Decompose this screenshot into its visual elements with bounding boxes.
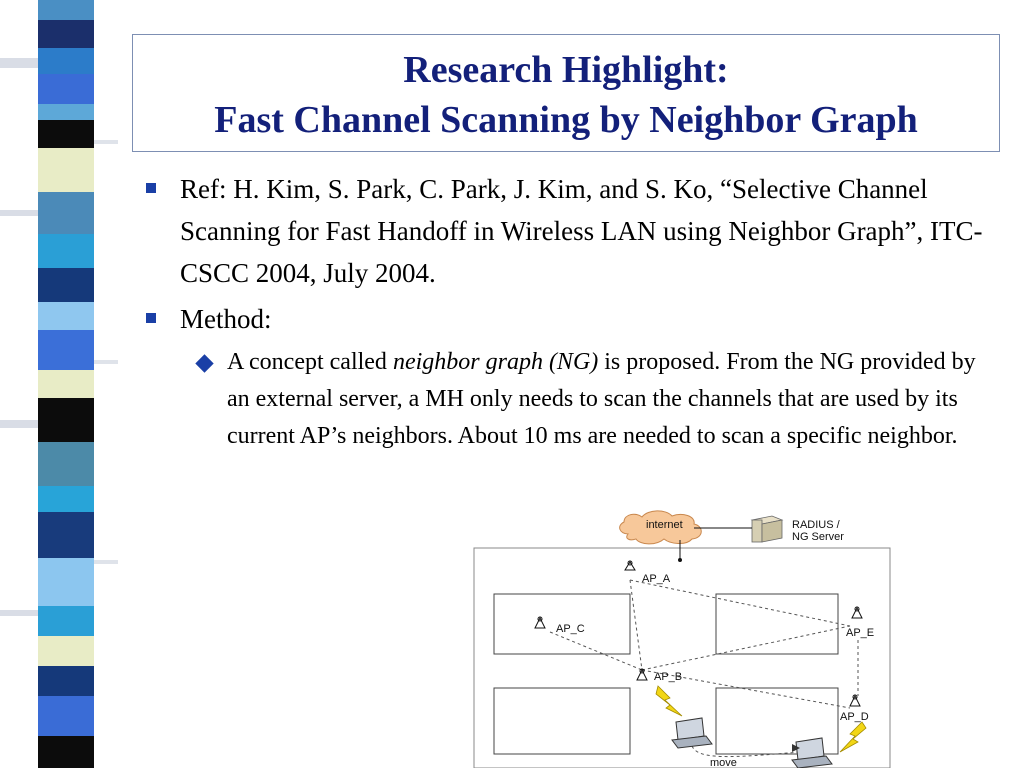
slide-title-line-1: Research Highlight: <box>403 49 729 91</box>
square-bullet-icon <box>146 183 156 193</box>
sub-bullet-prefix: A concept called <box>227 349 393 375</box>
ap-e-antenna-icon <box>852 607 862 618</box>
server-label-line-1: RADIUS / <box>792 519 840 531</box>
lightning-bolt-icon <box>656 686 682 716</box>
bullet-reference-text: Ref: H. Kim, S. Park, C. Park, J. Kim, and S. Ko, “Selective Channel Scanning for Fast Handoff in Wireless LAN using Neighbor Graph”, ITC-CSCC 2004, July 2004. <box>180 174 983 288</box>
ap-b-label: AP_B <box>654 671 683 683</box>
square-bullet-icon <box>146 313 156 323</box>
stripe-pattern <box>0 0 118 768</box>
internet-label: internet <box>646 519 683 531</box>
ap-a-antenna-icon <box>625 561 635 570</box>
bullet-method <box>142 298 1012 340</box>
laptop-icon <box>672 718 712 748</box>
lightning-bolt-icon <box>840 722 866 752</box>
ap-b-antenna-icon <box>637 669 647 680</box>
ap-a-label: AP_A <box>642 573 671 585</box>
sub-bullet-ng-concept <box>194 344 997 455</box>
ap-c-label: AP_C <box>556 623 585 635</box>
sub-bullet-suffix: is proposed. From the NG provided by an external server, a MH only needs to scan the channels that are used by its current AP’s neighbors. About 10 ms are needed to scan a specific neighbor. <box>227 349 976 449</box>
bullet-reference <box>142 168 1012 294</box>
slide-title-line-2: Fast Channel Scanning by Neighbor Graph <box>214 99 918 141</box>
bullet-method-text: Method: <box>180 304 272 334</box>
slide-title-box <box>132 34 1000 152</box>
ap-d-label: AP_D <box>840 711 869 723</box>
ap-d-antenna-icon <box>850 695 860 706</box>
diamond-bullet-icon <box>195 354 213 372</box>
bullet-list <box>142 168 1012 455</box>
decorative-stripe-band <box>0 0 118 768</box>
sub-bullet-emphasis: neighbor graph (NG) <box>392 349 599 375</box>
server-icon <box>752 516 782 542</box>
move-label: move <box>710 757 737 768</box>
server-label-line-2: NG Server <box>792 531 844 543</box>
diagram-svg <box>470 508 910 768</box>
ap-e-label: AP_E <box>846 627 875 639</box>
neighbor-graph-diagram <box>470 508 910 768</box>
